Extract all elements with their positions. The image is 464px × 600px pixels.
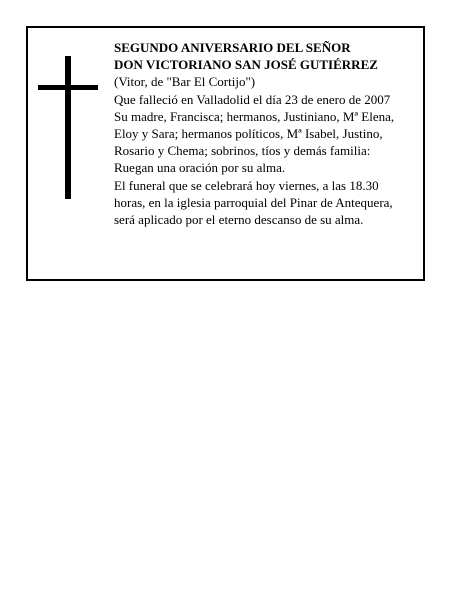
obituary-notice: [26, 26, 425, 281]
notice-heading-line-2: DON VICTORIANO SAN JOSÉ GUTIÉRREZ: [114, 57, 378, 73]
funeral-line-2: horas, en la iglesia parroquial del Pinar de Antequera,: [114, 194, 393, 210]
nickname-line: (Vitor, de "Bar El Cortijo"): [114, 74, 256, 90]
notice-text: [114, 39, 419, 228]
cross-vertical-bar: [65, 56, 71, 199]
latin-cross-icon: [38, 56, 98, 199]
funeral-line-1: El funeral que se celebrará hoy viernes, a las 18.30: [114, 177, 379, 193]
family-line-2: Eloy y Sara; hermanos políticos, Mª Isabel, Justino,: [114, 125, 383, 141]
notice-heading-line-1: SEGUNDO ANIVERSARIO DEL SEÑOR: [114, 40, 351, 55]
funeral-line-3: será aplicado por el eterno descanso de su alma.: [114, 211, 364, 227]
death-date-line: Que falleció en Valladolid el día 23 de enero de 2007: [114, 91, 391, 107]
family-line-1: Su madre, Francisca; hermanos, Justiniano, Mª Elena,: [114, 108, 395, 124]
family-line-3: Rosario y Chema; sobrinos, tíos y demás familia:: [114, 143, 371, 159]
prayer-request-line: Ruegan una oración por su alma.: [114, 160, 286, 176]
cross-horizontal-bar: [38, 85, 98, 90]
